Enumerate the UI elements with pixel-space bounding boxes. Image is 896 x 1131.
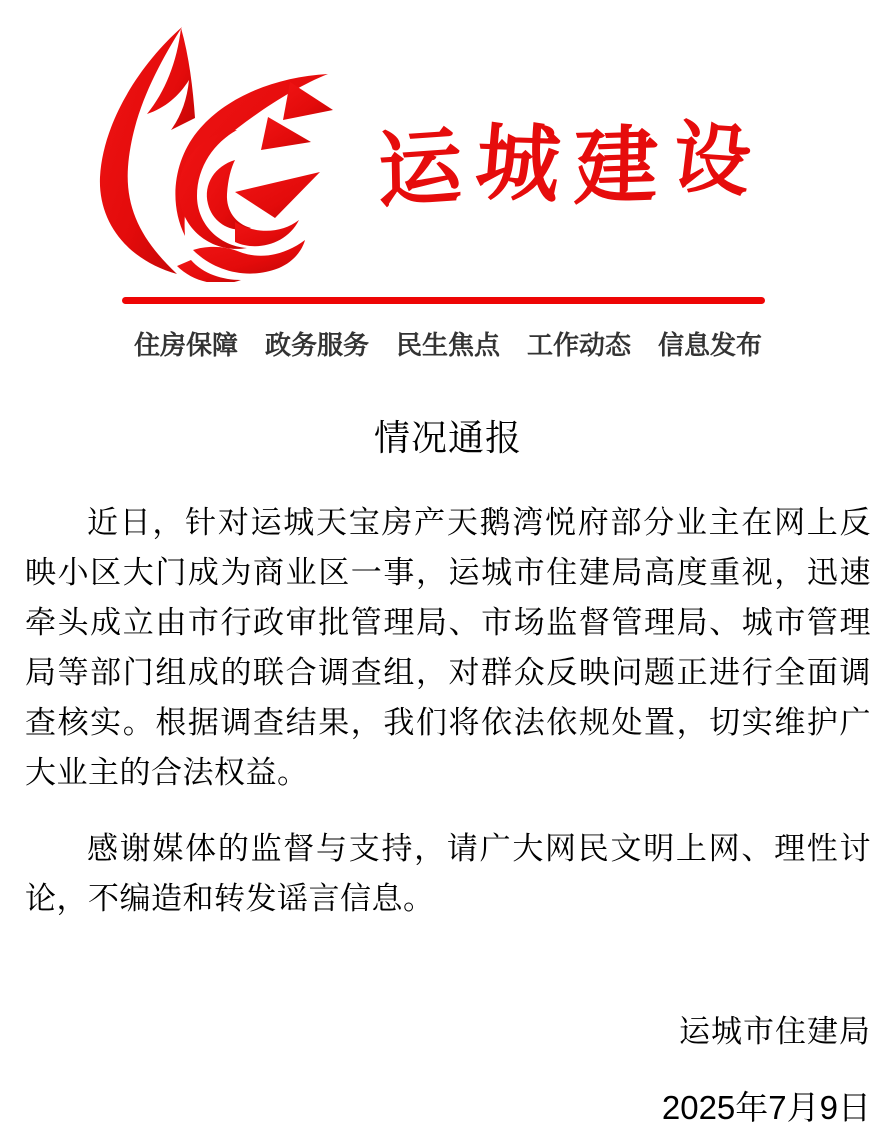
category-nav [0, 326, 896, 364]
article-title: 情况通报 [373, 417, 522, 458]
nav-item-work-updates[interactable]: 工作动态 [527, 330, 632, 360]
brand-char: 运 [377, 114, 478, 221]
phoenix-logo-icon [85, 22, 335, 282]
publication-date: 2025年7月9日 [661, 1089, 871, 1126]
brand-char: 设 [667, 111, 770, 210]
issuing-authority: 运城市住建局 [679, 1014, 871, 1049]
nav-item-livelihood-focus[interactable]: 民生焦点 [395, 330, 500, 360]
red-divider-line [122, 297, 765, 304]
brand-title-calligraphy [376, 111, 770, 221]
brand-header [0, 0, 896, 310]
announcement-article [0, 416, 896, 924]
nav-item-government-services[interactable]: 政务服务 [264, 330, 369, 360]
brand-char: 城 [471, 112, 579, 215]
nav-item-information-release[interactable]: 信息发布 [658, 330, 763, 360]
signature-block [0, 1009, 896, 1131]
nav-item-housing-security[interactable]: 住房保障 [133, 330, 238, 360]
brand-char: 建 [573, 114, 673, 217]
article-paragraph-2: 感谢媒体的监督与支持，请广大网民文明上网、理性讨论，不编造和转发谣言信息。 [25, 831, 871, 916]
article-paragraph-1: 近日，针对运城天宝房产天鹅湾悦府部分业主在网上反映小区大门成为商业区一事，运城市住建局高度重视，迅速牵头成立由市行政审批管理局、市场监督管理局、城市管理局等部门组成的联合调查组，对群众反映问题正进行全面调查核实。根据调查结果，我们将依法依规处置，切实维护广大业主的合法权益。 [25, 505, 871, 790]
